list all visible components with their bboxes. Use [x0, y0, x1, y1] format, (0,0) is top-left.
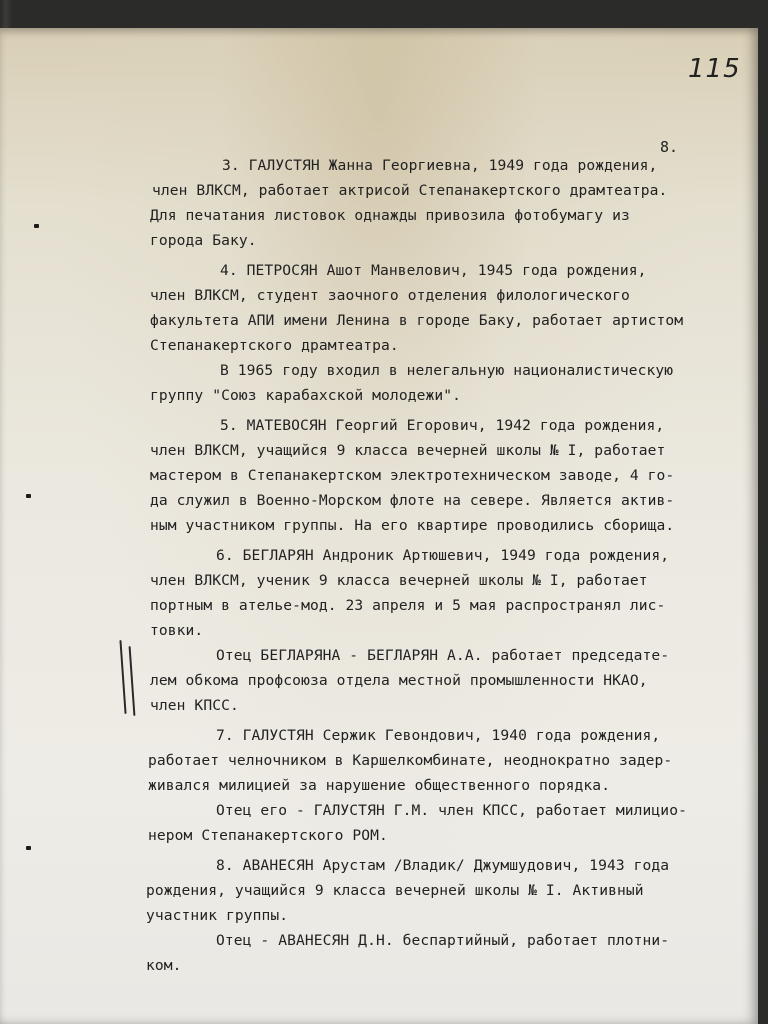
margin-pen-line — [129, 646, 136, 716]
margin-mark — [26, 494, 31, 498]
text-line: портным в ателье-мод. 23 апреля и 5 мая распространял лис- — [150, 597, 666, 614]
text-line: Отец БЕГЛАРЯНА - БЕГЛАРЯН А.А. работает председате- — [216, 647, 670, 664]
typed-page-number: 8. — [660, 138, 679, 156]
margin-mark — [34, 224, 39, 228]
text-line: да служил в Военно-Морском флоте на севере. Является актив- — [150, 492, 675, 509]
text-line: Для печатания листовок однажды привозила фотобумагу из — [150, 207, 630, 224]
text-line: рождения, учащийся 9 класса вечерней школы № I. Активный — [146, 882, 644, 899]
text-line: работает челночником в Каршелкомбинате, неоднократно задер- — [148, 752, 673, 769]
text-line: Отец - АВАНЕСЯН Д.Н. беспартийный, работает плотни- — [216, 932, 670, 949]
handwritten-page-number: 115 — [688, 54, 741, 84]
text-line: 4. ПЕТРОСЯН Ашот Манвелович, 1945 года рождения, — [220, 262, 647, 279]
text-line: участник группы. — [146, 907, 289, 924]
typed-page — [0, 28, 758, 1024]
text-line: ком. — [146, 957, 182, 974]
margin-pen-line — [119, 640, 126, 714]
text-line: нером Степанакертского РОМ. — [148, 827, 388, 844]
text-line: 7. ГАЛУСТЯН Сержик Гевондович, 1940 года рождения, — [216, 727, 661, 744]
text-line: 8. АВАНЕСЯН Арустам /Владик/ Джумшудович, 1943 года — [216, 857, 670, 874]
text-line: член ВЛКСМ, ученик 9 класса вечерней школы № I, работает — [150, 572, 648, 589]
text-line: лем обкома профсоюза отдела местной промышленности НКАО, — [150, 672, 648, 689]
text-line: живался милицией за нарушение общественного порядка. — [148, 777, 611, 794]
text-line: мастером в Степанакертском электротехническом заводе, 4 го- — [150, 467, 675, 484]
text-line: товки. — [150, 622, 204, 639]
text-line: 6. БЕГЛАРЯН Андроник Артюшевич, 1949 года рождения, — [216, 547, 670, 564]
text-line: член ВЛКСМ, работает актрисой Степанакертского драмтеатра. — [152, 182, 668, 199]
text-line: ным участником группы. На его квартире проводились сборища. — [150, 517, 675, 534]
text-line: города Баку. — [150, 232, 257, 249]
text-line: 3. ГАЛУСТЯН Жанна Георгиевна, 1949 года рождения, — [222, 157, 658, 174]
margin-mark — [26, 846, 31, 850]
text-line: член КПСС. — [150, 697, 239, 714]
text-line: Отец его - ГАЛУСТЯН Г.М. член КПСС, работает милицио- — [216, 802, 687, 819]
text-line: член ВЛКСМ, студент заочного отделения филологического — [150, 287, 630, 304]
text-line: факультета АПИ имени Ленина в городе Баку, работает артистом — [150, 312, 684, 329]
text-line: В 1965 году входил в нелегальную националистическую — [220, 362, 674, 379]
text-line: член ВЛКСМ, учащийся 9 класса вечерней школы № I, работает — [150, 442, 666, 459]
text-line: Степанакертского драмтеатра. — [150, 337, 399, 354]
text-line: 5. МАТЕВОСЯН Георгий Егорович, 1942 года рождения, — [220, 417, 665, 434]
text-line: группу "Союз карабахской молодежи". — [150, 387, 462, 404]
